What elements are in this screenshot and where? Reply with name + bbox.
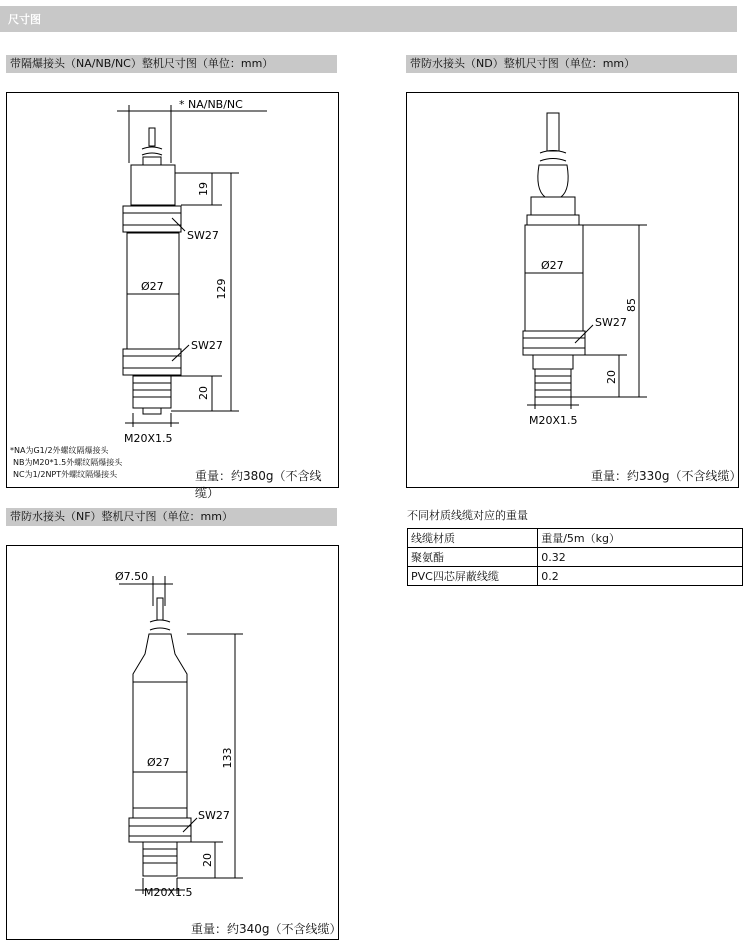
table-cell: PVC四芯屏蔽线缆	[408, 567, 538, 586]
weight-table	[407, 528, 743, 586]
section-header-bar	[0, 6, 737, 32]
table-header-row	[408, 529, 743, 548]
weight-note-nf: 重量：约340g（不含线缆）	[191, 922, 342, 936]
section-title-nd: 带防水接头（ND）整机尺寸图（单位：mm）	[406, 55, 737, 73]
thread-label: M20X1.5	[529, 414, 578, 427]
dim-total-label: 133	[221, 747, 234, 769]
drawing-panel-nf	[6, 545, 342, 940]
dim-total-label: 85	[625, 298, 638, 312]
table-header-cell: 重量/5m（kg）	[538, 529, 743, 548]
sw-label-top: SW27	[187, 229, 219, 242]
dim-top-label: 19	[197, 182, 210, 196]
note-line-3: NC为1/2NPT外螺纹隔爆接头	[13, 470, 118, 479]
note-line-1: *NA为G1/2外螺纹隔爆接头	[10, 446, 109, 455]
section-title-nf: 带防水接头（NF）整机尺寸图（单位：mm）	[6, 508, 337, 526]
dim-bottom-label: 20	[201, 853, 214, 867]
drawing-panel-nd	[406, 92, 742, 488]
table-header-cell: 线缆材质	[408, 529, 538, 548]
weight-note-na: 重量：约380g（不含线缆）	[195, 469, 322, 500]
drawing-na	[7, 93, 338, 487]
diameter-label: Ø27	[541, 259, 564, 272]
note-line-2: NB为M20*1.5外螺纹隔爆接头	[13, 458, 123, 467]
thread-label: M20X1.5	[124, 432, 173, 445]
section-title-na: 带隔爆接头（NA/NB/NC）整机尺寸图（单位：mm）	[6, 55, 337, 73]
dim-bottom-label: 20	[605, 370, 618, 384]
header-title: 尺寸图	[8, 13, 41, 26]
drawing-nf	[7, 546, 342, 939]
table-row	[408, 548, 743, 567]
sw-label: SW27	[198, 809, 230, 822]
weight-table-title: 不同材质线缆对应的重量	[407, 509, 528, 522]
sw-label-bottom: SW27	[191, 339, 223, 352]
drawing-panel-na	[6, 92, 339, 500]
weight-note-nd: 重量：约330g（不含线缆）	[591, 469, 742, 483]
drawing-nd	[407, 93, 742, 487]
table-cell: 0.2	[538, 567, 743, 586]
diameter-label: Ø27	[141, 280, 164, 293]
callout-label: * NA/NB/NC	[179, 98, 243, 111]
table-cell: 聚氨酯	[408, 548, 538, 567]
thread-label: M20X1.5	[144, 886, 193, 899]
table-cell: 0.32	[538, 548, 743, 567]
diameter-label: Ø27	[147, 756, 170, 769]
dim-bottom-label: 20	[197, 386, 210, 400]
cable-diameter-label: Ø7.50	[115, 570, 149, 583]
table-row	[408, 567, 743, 586]
dim-total-label: 129	[215, 278, 228, 300]
sw-label: SW27	[595, 316, 627, 329]
